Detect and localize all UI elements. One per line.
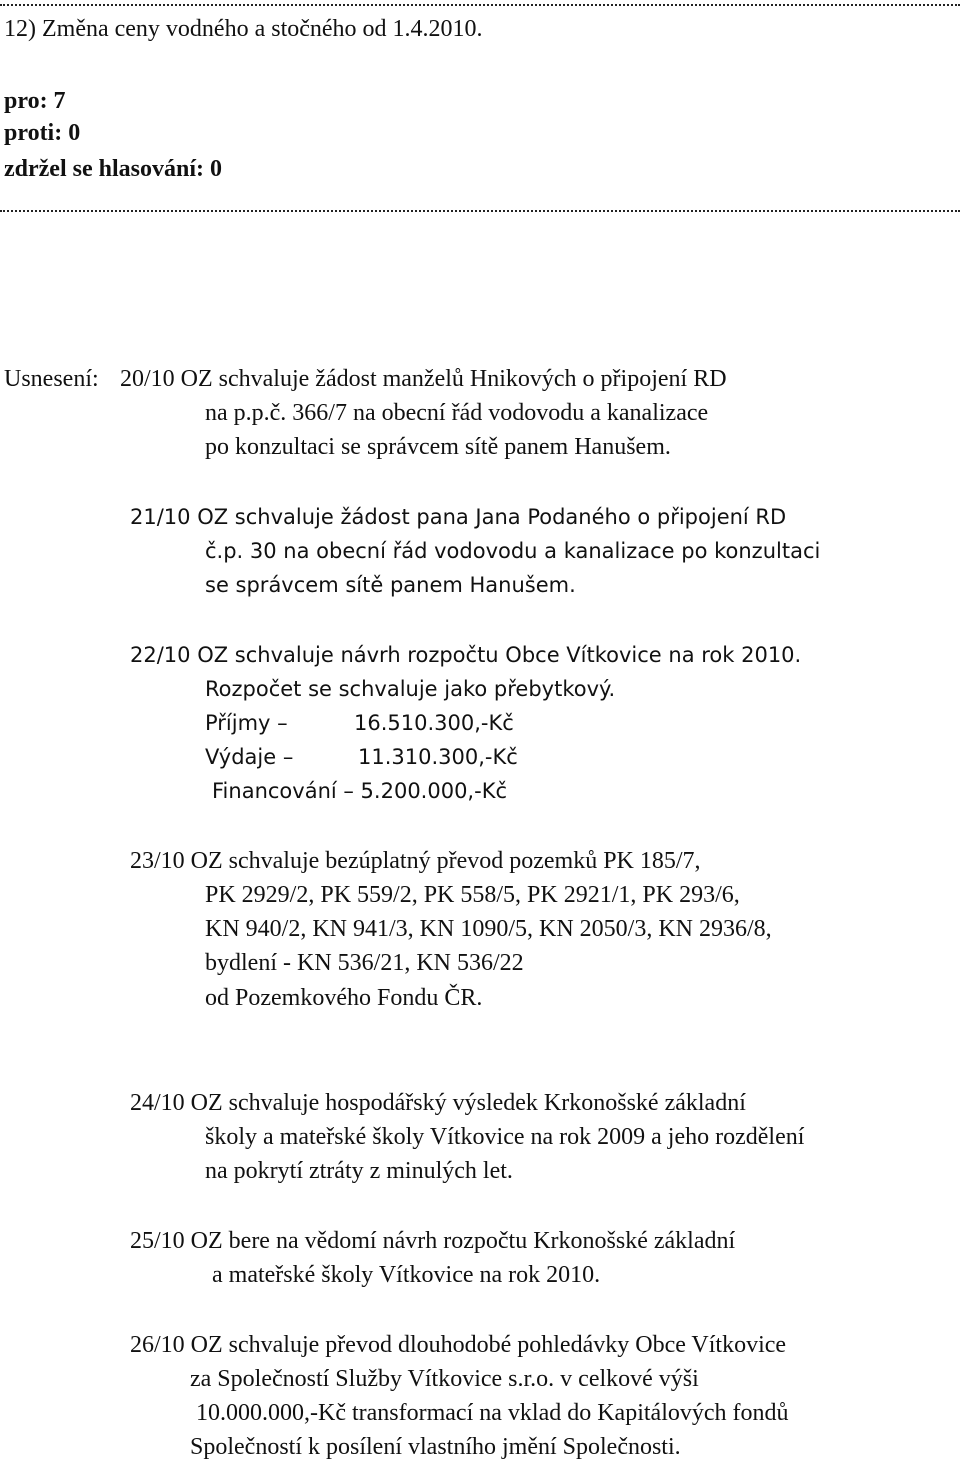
budget-income-label: Příjmy – [205,711,288,735]
resolution-24-line-2: školy a mateřské školy Vítkovice na rok 2009 a jeho rozdělení [205,1124,805,1150]
resolution-24-line-1: 24/10 OZ schvaluje hospodářský výsledek Krkonošské základní [130,1090,746,1116]
dotted-separator-top [0,4,960,6]
budget-income-value: 16.510.300,-Kč [354,711,514,735]
resolution-26-line-3: 10.000.000,-Kč transformací na vklad do Kapitálových fondů [196,1400,789,1426]
resolution-23-line-4: bydlení - KN 536/21, KN 536/22 [205,950,524,976]
resolution-22-line-1: 22/10 OZ schvaluje návrh rozpočtu Obce Vítkovice na rok 2010. [130,643,802,667]
budget-expense-value: 11.310.300,-Kč [358,745,518,769]
resolution-26-line-4: Společností k posílení vlastního jmění Společnosti. [190,1434,681,1460]
vote-against: proti: 0 [4,120,81,146]
resolution-23-line-1: 23/10 OZ schvaluje bezúplatný převod pozemků PK 185/7, [130,848,701,874]
item-12-heading: 12) Změna ceny vodného a stočného od 1.4.2010. [4,16,483,42]
resolution-21-line-2: č.p. 30 na obecní řád vodovodu a kanalizace po konzultaci [205,539,821,563]
resolution-25-line-1: 25/10 OZ bere na vědomí návrh rozpočtu Krkonošské základní [130,1228,736,1254]
resolution-23-line-2: PK 2929/2, PK 559/2, PK 558/5, PK 2921/1, PK 293/6, [205,882,740,908]
resolution-22-line-2: Rozpočet se schvaluje jako přebytkový. [205,677,616,701]
resolution-20-line-3: po konzultaci se správcem sítě panem Hanušem. [205,434,671,460]
budget-expense-label: Výdaje – [205,745,294,769]
resolution-label: Usnesení: [4,366,99,392]
dotted-separator-votes [0,210,960,212]
resolution-26-line-1: 26/10 OZ schvaluje převod dlouhodobé pohledávky Obce Vítkovice [130,1332,787,1358]
resolution-21-line-3: se správcem sítě panem Hanušem. [205,573,576,597]
vote-for: pro: 7 [4,88,66,114]
vote-abstain: zdržel se hlasování: 0 [4,156,222,182]
resolution-26-line-2: za Společností Služby Vítkovice s.r.o. v celkové výši [190,1366,699,1392]
resolution-24-line-3: na pokrytí ztráty z minulých let. [205,1158,513,1184]
resolution-23-line-3: KN 940/2, KN 941/3, KN 1090/5, KN 2050/3, KN 2936/8, [205,916,772,942]
resolution-25-line-2: a mateřské školy Vítkovice na rok 2010. [212,1262,601,1288]
budget-financing: Financování – 5.200.000,-Kč [212,779,508,803]
resolution-23-line-5: od Pozemkového Fondu ČR. [205,985,483,1011]
resolution-20-line-1: 20/10 OZ schvaluje žádost manželů Hnikových o připojení RD [120,366,727,392]
resolution-20-line-2: na p.p.č. 366/7 na obecní řád vodovodu a kanalizace [205,400,709,426]
resolution-21-line-1: 21/10 OZ schvaluje žádost pana Jana Podaného o připojení RD [130,505,787,529]
